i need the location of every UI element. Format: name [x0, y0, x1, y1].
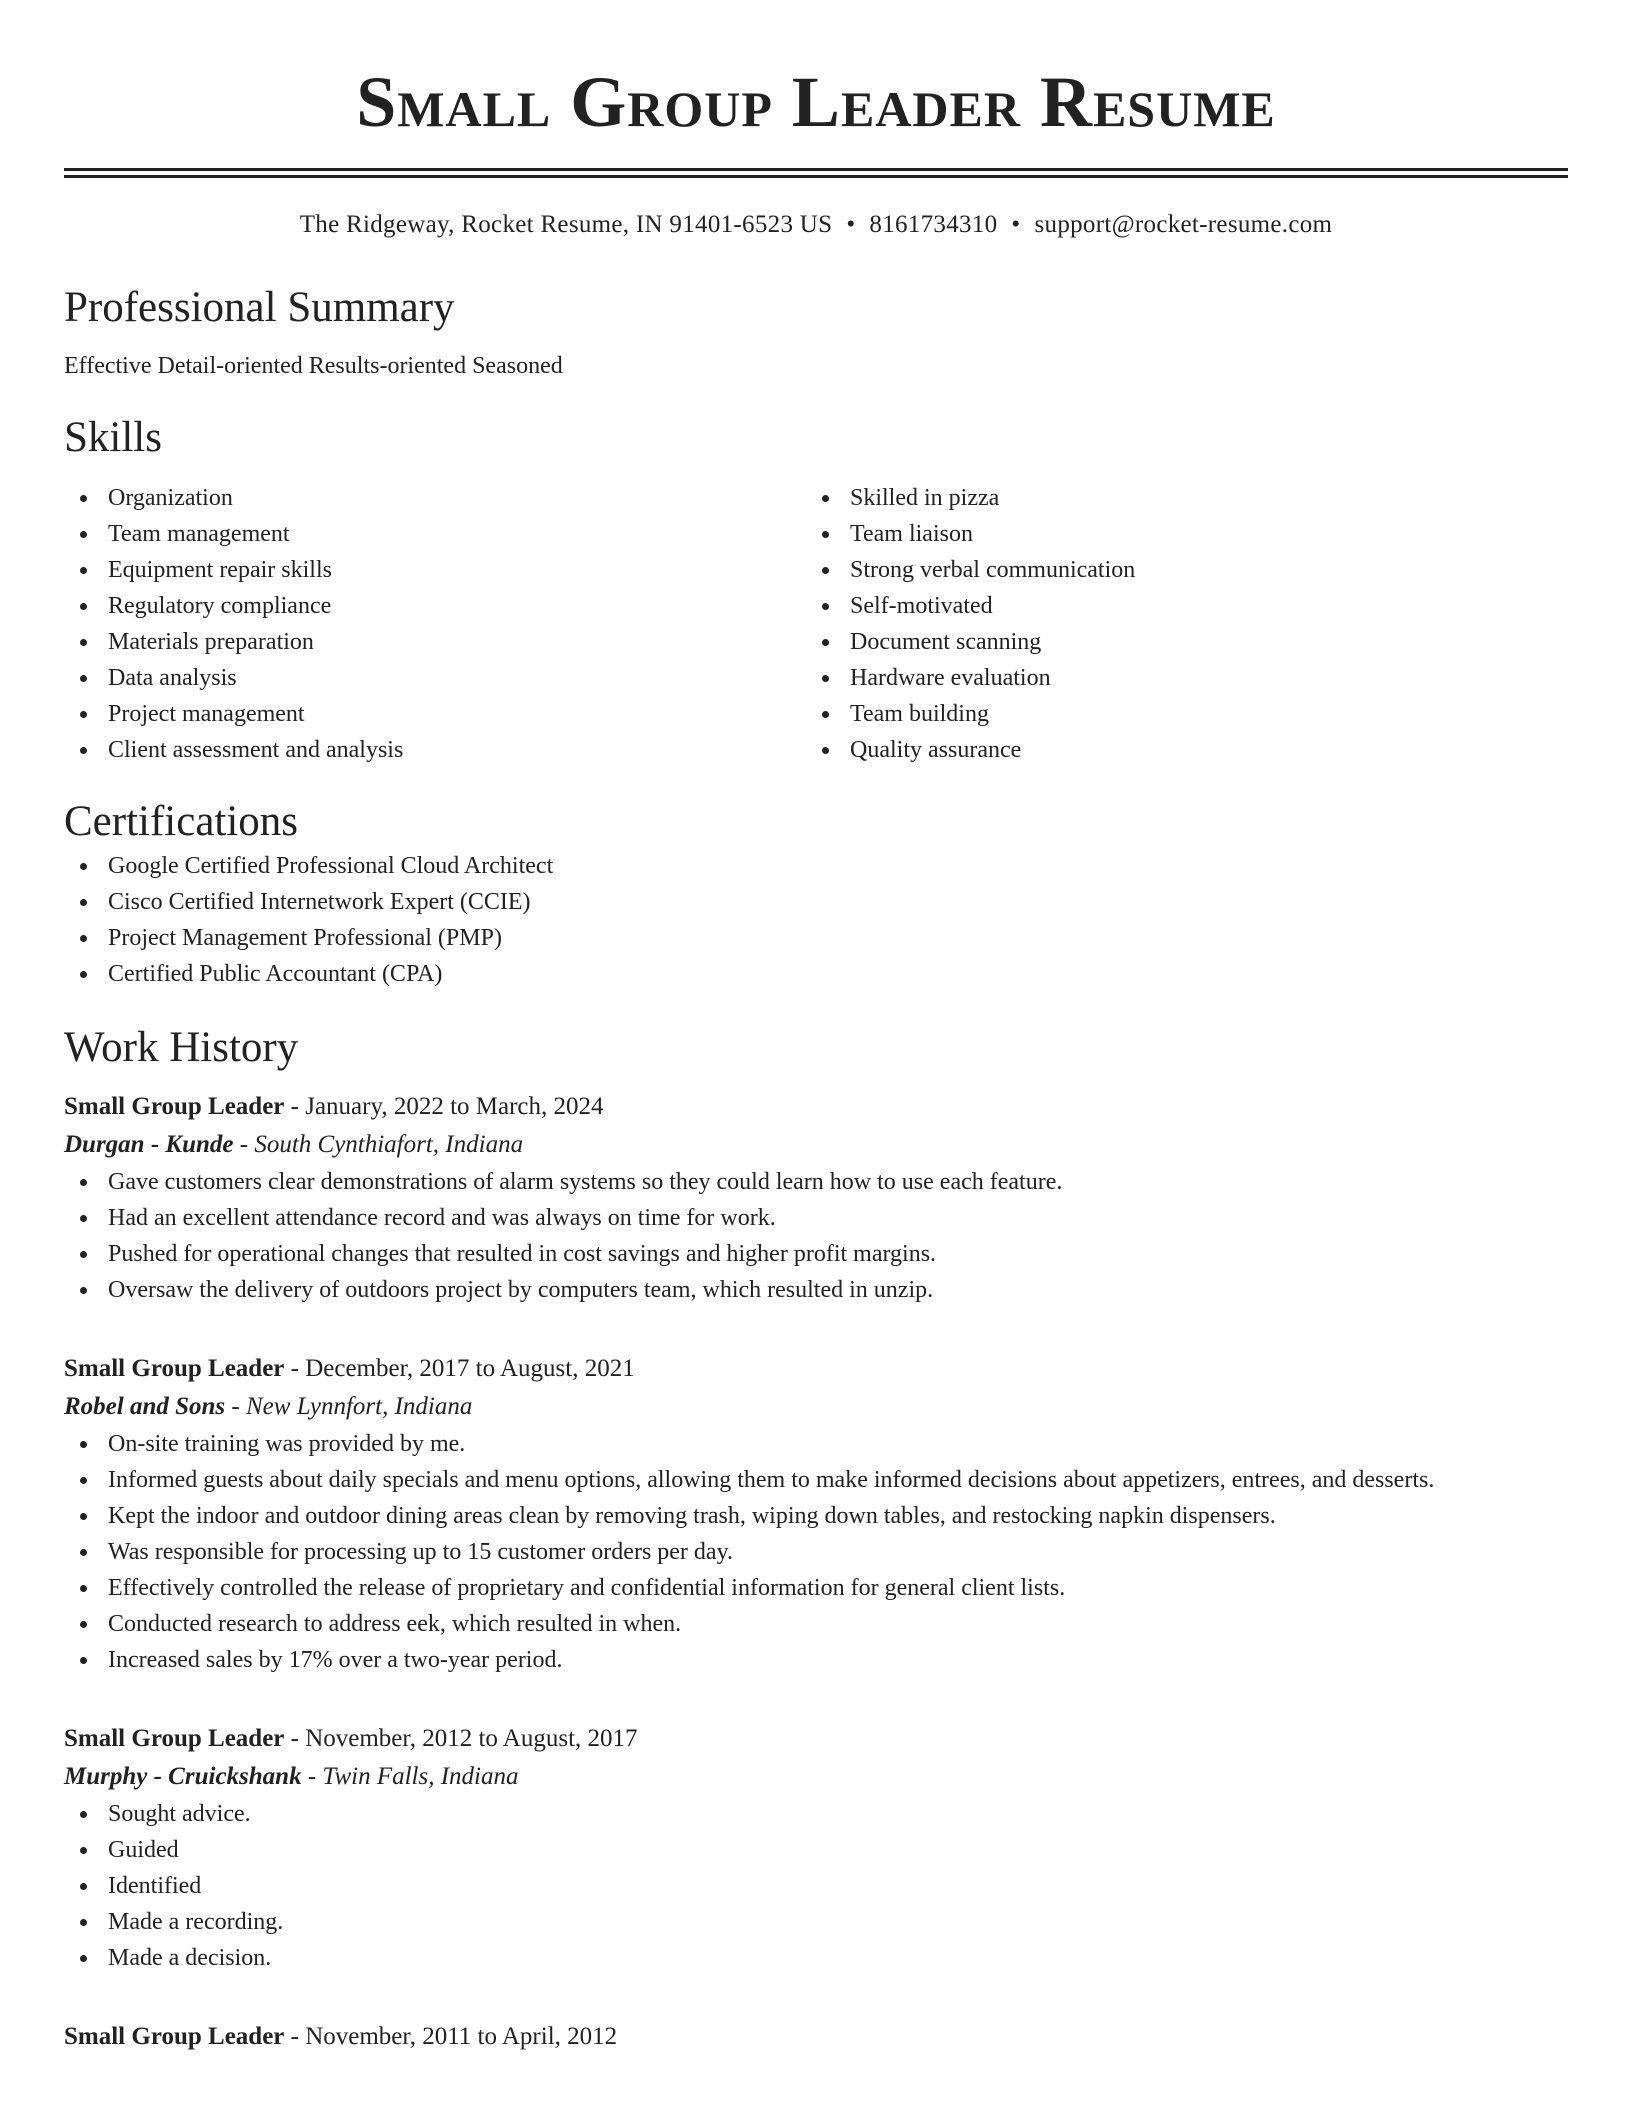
job-title: Small Group Leader [64, 1725, 285, 1752]
job-title-line [64, 1350, 1568, 1388]
skill-item: Materials preparation [64, 624, 806, 660]
job-company-line [64, 1388, 1568, 1426]
resume-page [64, 0, 1568, 2056]
job-title: Small Group Leader [64, 2023, 285, 2050]
job-company-line [64, 1126, 1568, 1164]
job-company: Murphy - Cruickshank [64, 1763, 302, 1790]
job-location: - New Lynnfort, Indiana [225, 1393, 473, 1420]
skill-item: Team building [806, 696, 1548, 732]
job-duty: Increased sales by 17% over a two-year period. [64, 1642, 1568, 1678]
job-title-line [64, 1088, 1568, 1126]
summary-heading: Professional Summary [64, 284, 455, 331]
work-history-heading: Work History [64, 1024, 299, 1071]
skill-item: Document scanning [806, 624, 1548, 660]
job-duty: Made a decision. [64, 1940, 1568, 1976]
job-company: Durgan - Kunde [64, 1131, 234, 1158]
contact-separator: • [1011, 211, 1021, 238]
job-duty: Had an excellent attendance record and was always on time for work. [64, 1200, 1568, 1236]
job-duty: Informed guests about daily specials and menu options, allowing them to make informed decisions about appetizers, entrees, and desserts. [64, 1462, 1568, 1498]
skills-column-left [64, 480, 806, 768]
skill-item: Organization [64, 480, 806, 516]
resume-title: Small Group Leader Resume [356, 62, 1276, 142]
job-duties [64, 1164, 1568, 1308]
job-duty: Conducted research to address eek, which resulted in when. [64, 1606, 1568, 1642]
job-dates: - December, 2017 to August, 2021 [284, 1355, 635, 1382]
contact-phone: 8161734310 [869, 211, 998, 238]
job-title-line [64, 2018, 1568, 2056]
skills-column-right [806, 480, 1548, 768]
job-location: - Twin Falls, Indiana [301, 1763, 519, 1790]
job-duty: Identified [64, 1868, 1568, 1904]
skill-item: Team management [64, 516, 806, 552]
job-title: Small Group Leader [64, 1093, 285, 1120]
title-divider [64, 168, 1568, 178]
skills-list [64, 480, 1568, 768]
job-company: Robel and Sons [64, 1393, 226, 1420]
skill-item: Skilled in pizza [806, 480, 1548, 516]
job-entry [64, 1088, 1568, 1308]
certifications-heading: Certifications [64, 798, 299, 845]
job-entry [64, 1350, 1568, 1678]
job-company-line [64, 1758, 1568, 1796]
job-duty: Kept the indoor and outdoor dining areas clean by removing trash, wiping down tables, and restocking napkin dispensers. [64, 1498, 1568, 1534]
job-entry [64, 1720, 1568, 1976]
skill-item: Regulatory compliance [64, 588, 806, 624]
skill-item: Strong verbal communication [806, 552, 1548, 588]
skill-item: Project management [64, 696, 806, 732]
certification-item: Cisco Certified Internetwork Expert (CCIE) [64, 884, 1568, 920]
job-duty: Was responsible for processing up to 15 customer orders per day. [64, 1534, 1568, 1570]
job-dates: - January, 2022 to March, 2024 [284, 1093, 604, 1120]
contact-line [64, 208, 1568, 242]
skill-item: Self-motivated [806, 588, 1548, 624]
job-duty: Guided [64, 1832, 1568, 1868]
job-duty: Gave customers clear demonstrations of alarm systems so they could learn how to use each feature. [64, 1164, 1568, 1200]
job-duty: Pushed for operational changes that resulted in cost savings and higher profit margins. [64, 1236, 1568, 1272]
skill-item: Client assessment and analysis [64, 732, 806, 768]
skill-item: Equipment repair skills [64, 552, 806, 588]
contact-email: support@rocket-resume.com [1034, 211, 1333, 238]
job-location: - South Cynthiafort, Indiana [233, 1131, 524, 1158]
contact-separator: • [846, 211, 856, 238]
certification-item: Certified Public Accountant (CPA) [64, 956, 1568, 992]
skill-item: Team liaison [806, 516, 1548, 552]
job-duty: Made a recording. [64, 1904, 1568, 1940]
job-duties [64, 1426, 1568, 1678]
job-title-line [64, 1720, 1568, 1758]
job-dates: - November, 2012 to August, 2017 [284, 1725, 638, 1752]
contact-address: The Ridgeway, Rocket Resume, IN 91401-6523 US [299, 211, 833, 238]
skill-item: Data analysis [64, 660, 806, 696]
skill-item: Hardware evaluation [806, 660, 1548, 696]
job-duty: On-site training was provided by me. [64, 1426, 1568, 1462]
skill-item: Quality assurance [806, 732, 1548, 768]
summary-text: Effective Detail-oriented Results-oriented Seasoned [64, 353, 563, 379]
job-duty: Sought advice. [64, 1796, 1568, 1832]
certifications-list [64, 848, 1568, 992]
job-duties [64, 1796, 1568, 1976]
job-duty: Effectively controlled the release of proprietary and confidential information for general client lists. [64, 1570, 1568, 1606]
job-entry [64, 2018, 1568, 2056]
job-dates: - November, 2011 to April, 2012 [284, 2023, 618, 2050]
job-duty: Oversaw the delivery of outdoors project by computers team, which resulted in unzip. [64, 1272, 1568, 1308]
job-title: Small Group Leader [64, 1355, 285, 1382]
certification-item: Project Management Professional (PMP) [64, 920, 1568, 956]
skills-heading: Skills [64, 414, 162, 461]
certification-item: Google Certified Professional Cloud Architect [64, 848, 1568, 884]
